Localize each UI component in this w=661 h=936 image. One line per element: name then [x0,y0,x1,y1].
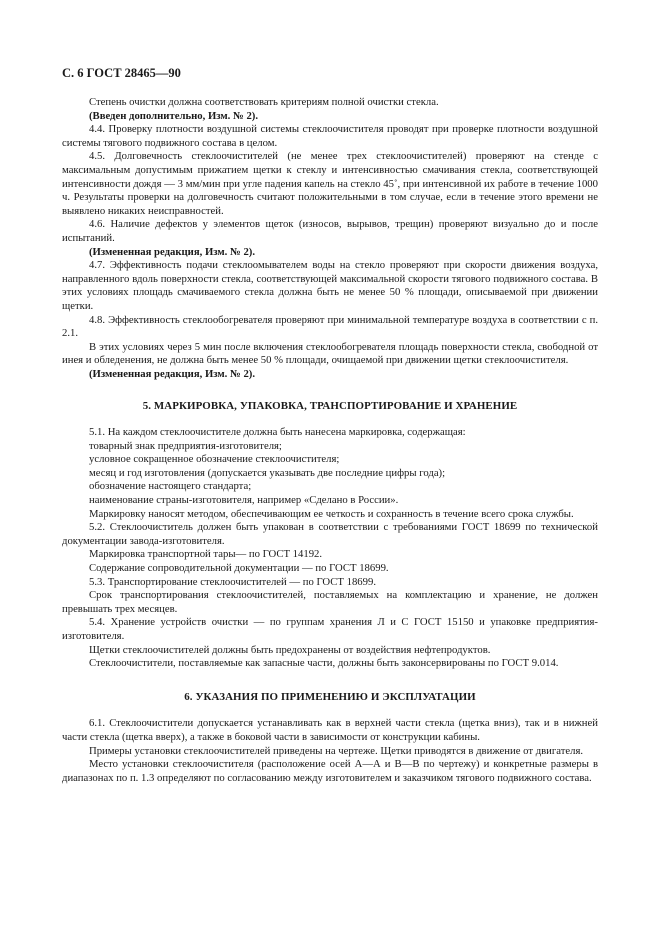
paragraph: Примеры установки стеклоочистителей приведены на чертеже. Щетки приводятся в движение от двигателя. [89,744,584,757]
paragraph: (Введен дополнительно, Изм. № 2). [89,109,259,122]
page-header: С. 6 ГОСТ 28465—90 [62,66,181,80]
paragraph: Степень очистки должна соответствовать критериям полной очистки стекла. [89,96,439,108]
paragraph: В этих условиях через 5 мин после включения стеклообогревателя площадь поверхности стекла, свободной от инея и обледенения, не должна быть менее 50 % площади, очищаемой при движении щетки стеклоочистителя. [62,340,598,367]
paragraph: Маркировка транспортной тары— по ГОСТ 14192. [89,548,323,561]
paragraph: Содержание сопроводительной документации — по ГОСТ 18699. [89,562,389,574]
paragraph: Срок транспортирования стеклоочистителей, поставляемых на комплектацию и хранение, не должен превышать трех месяцев. [62,589,598,615]
paragraph: наименование страны-изготовителя, например «Сделано в России». [89,494,399,507]
paragraph: 5.1. На каждом стеклоочистителе должна быть нанесена маркировка, содержащая: [89,426,466,439]
paragraph: 4.8. Эффективность стеклообогревателя проверяют при минимальной температуре воздуха в соответствии с п. 2.1. [62,313,598,340]
section-5-body [62,426,598,671]
paragraph: (Измененная редакция, Изм. № 2). [89,367,256,380]
paragraph: (Измененная редакция, Изм. № 2). [89,245,256,258]
paragraph: Маркировку наносят методом, обеспечивающим ее четкость и сохранность в течение всего срока службы. [89,507,574,520]
paragraph: Место установки стеклоочистителя (расположение осей А—А и В—В по чертежу) и конкретные размеры в диапазонах по п. 1.3 определяют по согласованию между изготовителем и заказчиком тягового подвижного состава. [62,758,598,784]
paragraph: Щетки стеклоочистителей должны быть предохранены от воздействия нефтепродуктов. [89,643,491,656]
paragraph: Стеклоочистители, поставляемые как запасные части, должны быть законсервированы по ГОСТ 9.014. [89,657,559,670]
paragraph: 5.3. Транспортирование стеклоочистителей — по ГОСТ 18699. [89,575,377,588]
section-5-title: 5. МАРКИРОВКА, УПАКОВКА, ТРАНСПОРТИРОВАНИЕ И ХРАНЕНИЕ [142,400,518,413]
page-content [62,96,598,785]
paragraph: 5.4. Хранение устройств очистки — по группам хранения Л и С ГОСТ 15150 и упаковке предприятия-изготовителя. [62,616,598,642]
section-6-body [62,717,598,785]
section-4-continuation [62,96,598,381]
paragraph: 6.1. Стеклоочистители допускается устанавливать как в верхней части стекла (щетка вниз), так и в нижней части стекла (щетка вверх), а также в боковой части в зависимости от конструкции кабины. [62,717,598,743]
section-6-title: 6. УКАЗАНИЯ ПО ПРИМЕНЕНИЮ И ЭКСПЛУАТАЦИИ [184,690,476,703]
paragraph: 5.2. Стеклоочиститель должен быть упакован в соответствии с требованиями ГОСТ 18699 по технической документации завода-изготовителя. [62,521,598,547]
paragraph: 4.5. Долговечность стеклоочистителей (не менее трех стеклоочистителей) проверяют на стенде с максимальным допустимым прижатием щетки к стеклу и интенсивностью смачивания стекла, соответствующей интенсивности дождя — 3 мм/мин при угле падения капель на стекло 45˚, при интенсивной их работе в течение 1000 ч. Результаты проверки на долговечность считают положительными в том случае, если в течение этого времени не выявлено никаких неисправностей. [62,150,598,217]
paragraph: условное сокращенное обозначение стеклоочистителя; [89,453,340,466]
paragraph: месяц и год изготовления (допускается указывать две последние цифры года); [89,466,446,479]
paragraph: обозначение настоящего стандарта; [89,480,252,493]
paragraph: 4.4. Проверку плотности воздушной системы стеклоочистителя проводят при проверке плотности воздушной системы тягового подвижного состава в целом. [62,123,598,149]
paragraph: 4.6. Наличие дефектов у элементов щеток (износов, вырывов, трещин) проверяют визуально до и после испытаний. [62,218,598,244]
paragraph: 4.7. Эффективность подачи стеклоомывателем воды на стекло проверяют при скорости движения воздуха, направленного вдоль поверхности стекла, соответствующей максимальной скорости тягового подвижного состава. В этих условиях площадь смачиваемого стекла должна быть не менее 50 % площади, описываемой при движении щетки. [62,259,598,312]
paragraph: товарный знак предприятия-изготовителя; [89,439,282,452]
